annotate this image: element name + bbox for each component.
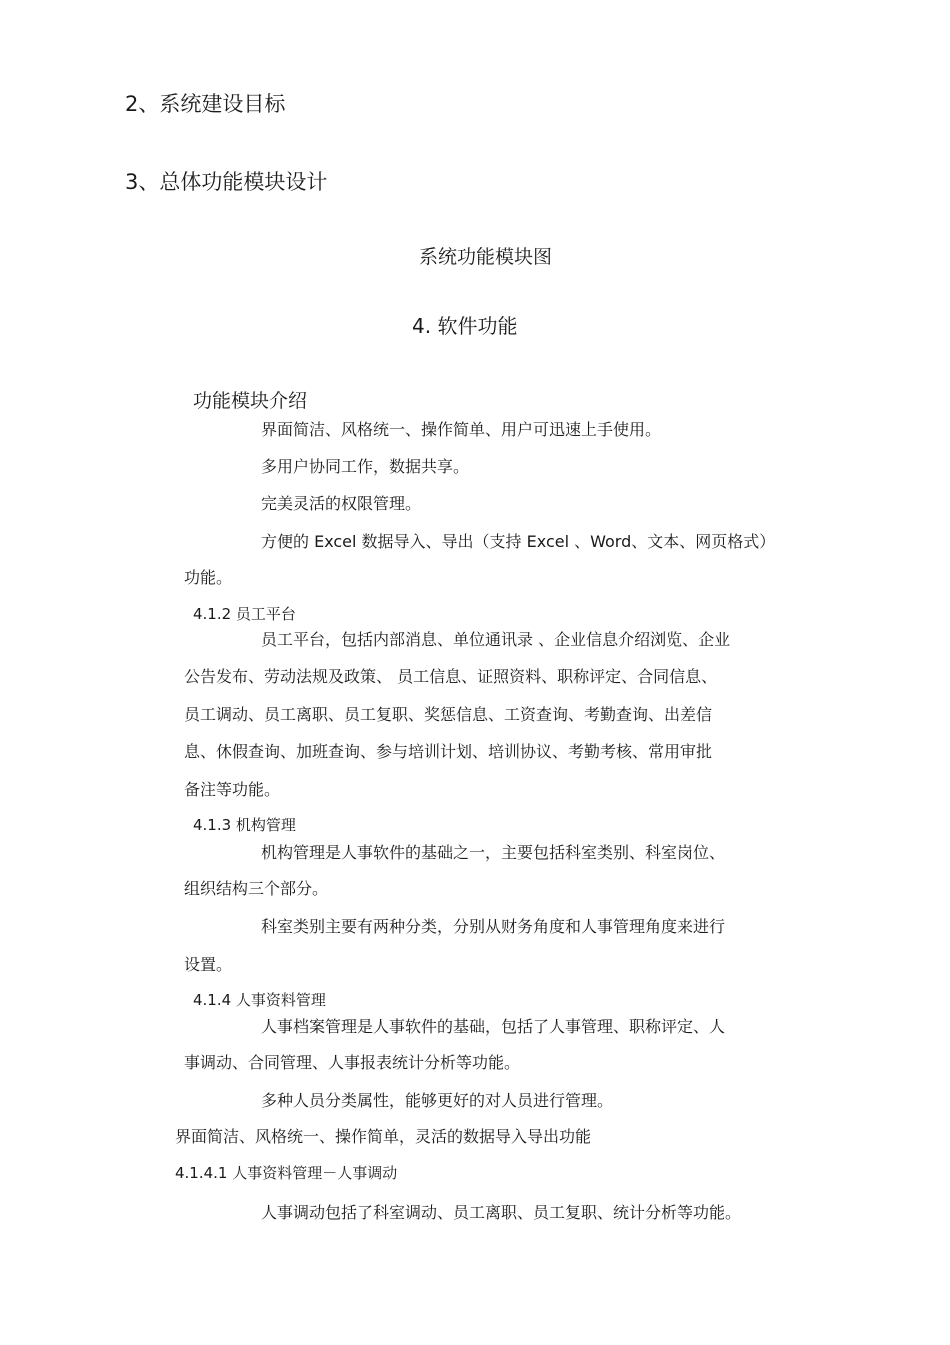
paragraph-line: 设置。 xyxy=(184,955,233,974)
figure-caption: 系统功能模块图 xyxy=(419,246,553,268)
paragraph-line: 备注等功能。 xyxy=(184,780,281,799)
paragraph-line: 界面简洁、风格统一、操作简单、用户可迅速上手使用。 xyxy=(261,420,662,439)
paragraph-line: 组织结构三个部分。 xyxy=(184,879,329,898)
section-title-4-1-4-1: 4.1.4.1 人事资料管理－人事调动 xyxy=(175,1164,398,1182)
paragraph-line: 完美灵活的权限管理。 xyxy=(261,494,422,513)
paragraph-line: 息、休假查询、加班查询、参与培训计划、培训协议、考勤考核、常用审批 xyxy=(184,742,713,761)
heading-system-goal: 2、系统建设目标 xyxy=(125,92,286,116)
paragraph-line: 机构管理是人事软件的基础之一，主要包括科室类别、科室岗位、 xyxy=(261,843,726,862)
heading-software-function: 4. 软件功能 xyxy=(412,314,518,338)
paragraph-line: 公告发布、劳动法规及政策、 员工信息、证照资料、职称评定、合同信息、 xyxy=(184,667,718,686)
paragraph-line: 科室类别主要有两种分类，分别从财务角度和人事管理角度来进行 xyxy=(261,917,726,936)
section-title-4-1-3: 4.1.3 机构管理 xyxy=(193,816,296,834)
paragraph-line: 方便的 Excel 数据导入、导出（支持 Excel 、Word、文本、网页格式） xyxy=(261,532,776,551)
paragraph-line: 多种人员分类属性，能够更好的对人员进行管理。 xyxy=(261,1091,614,1110)
section-title-4-1-2: 4.1.2 员工平台 xyxy=(193,605,296,623)
heading-module-design: 3、总体功能模块设计 xyxy=(125,170,328,194)
paragraph-line: 员工平台，包括内部消息、单位通讯录 、企业信息介绍浏览、企业 xyxy=(261,630,731,649)
paragraph-line: 人事调动包括了科室调动、员工离职、员工复职、统计分析等功能。 xyxy=(261,1203,742,1222)
paragraph-line: 事调动、合同管理、人事报表统计分析等功能。 xyxy=(184,1053,521,1072)
section-title-4-1-4: 4.1.4 人事资料管理 xyxy=(193,991,326,1009)
paragraph-line: 人事档案管理是人事软件的基础，包括了人事管理、职称评定、人 xyxy=(261,1017,726,1036)
paragraph-line: 员工调动、员工离职、员工复职、奖惩信息、工资查询、考勤查询、出差信 xyxy=(184,705,713,724)
section-title-intro: 功能模块介绍 xyxy=(193,390,308,412)
paragraph-line: 功能。 xyxy=(184,568,233,587)
paragraph-line: 多用户协同工作，数据共享。 xyxy=(261,457,470,476)
paragraph-line: 界面简洁、风格统一、操作简单，灵活的数据导入导出功能 xyxy=(175,1127,592,1146)
